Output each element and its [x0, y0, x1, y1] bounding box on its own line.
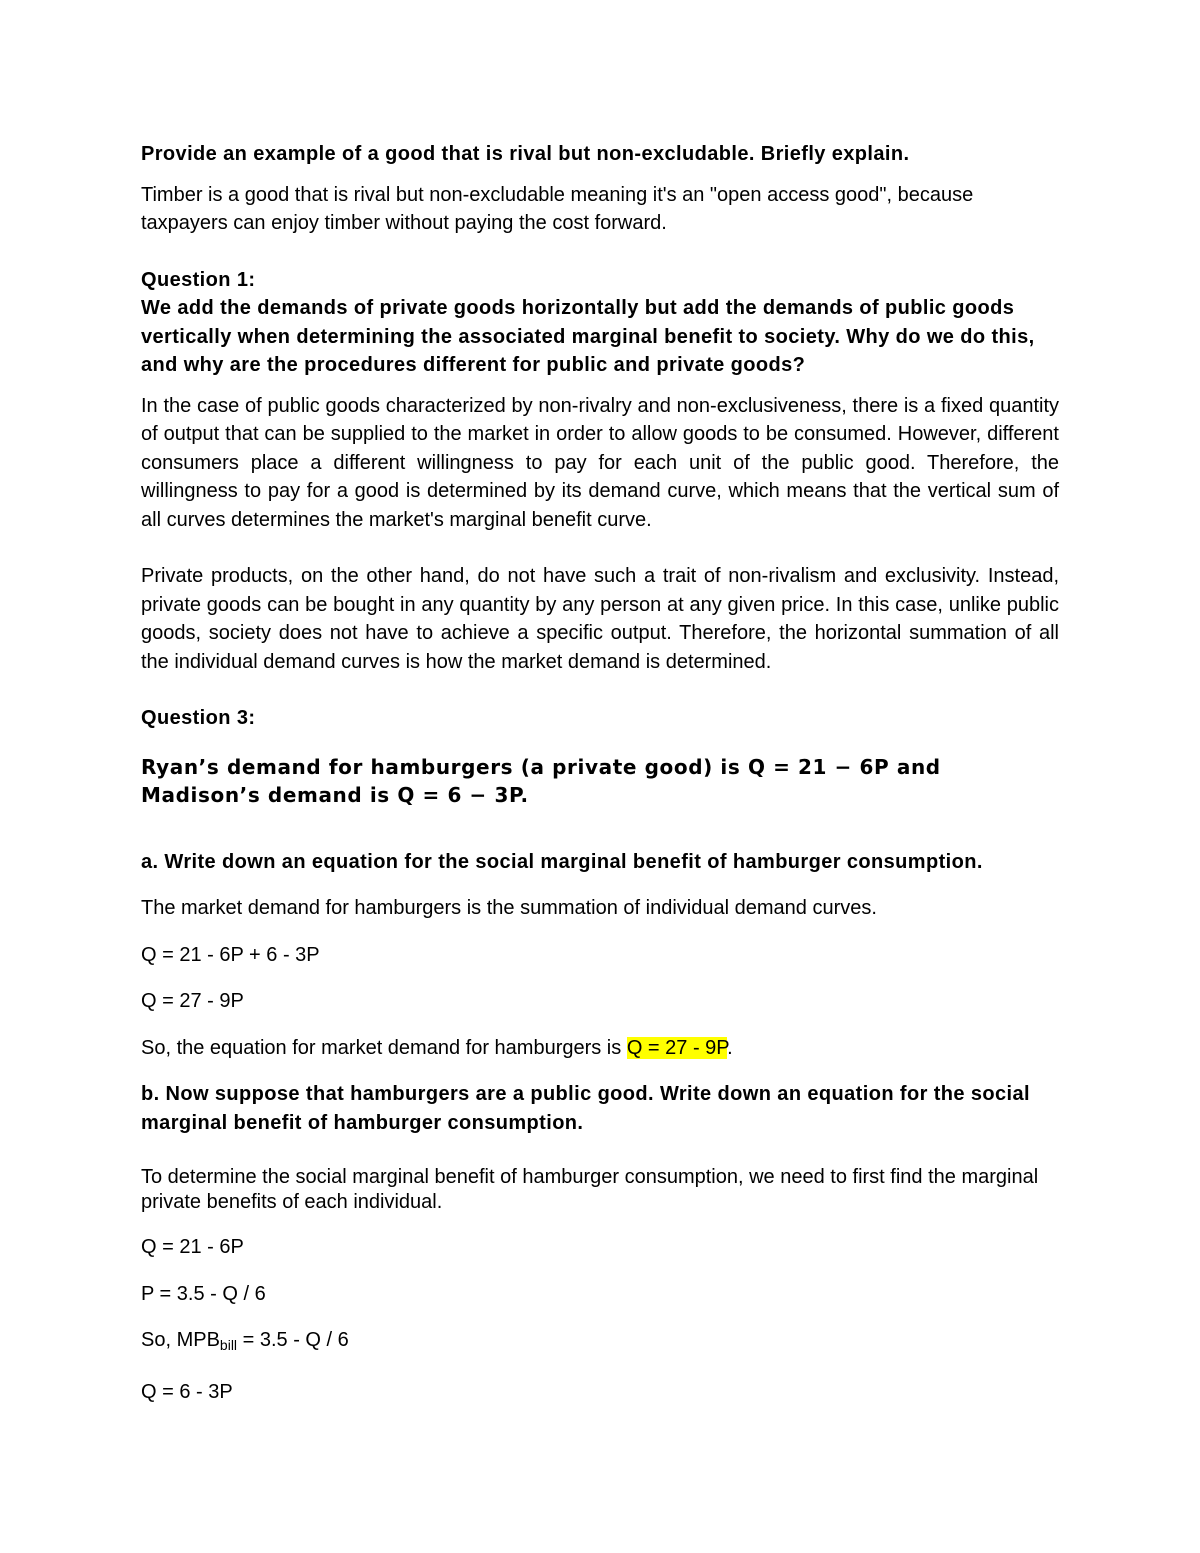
q3a-conclusion-period: . [727, 1036, 733, 1059]
q3a-equation-2: Q = 27 - 9P [141, 990, 244, 1012]
q3b-equation-1: Q = 21 - 6P [141, 1236, 244, 1258]
q3-prompt: Ryan’s demand for hamburgers (a private good) is Q = 21 − 6P and Madison’s demand is Q = 6 − 3P. [141, 754, 941, 807]
q3a-answer: The market demand for hamburgers is the summation of individual demand curves. [141, 897, 877, 919]
q3a-conclusion-text: So, the equation for market demand for hamburgers is [141, 1036, 627, 1059]
q3b-equation-4: Q = 6 - 3P [141, 1380, 233, 1403]
q3b-equation-2: P = 3.5 - Q / 6 [141, 1282, 266, 1305]
q1-answer-paragraph-1: In the case of public goods characterized by non-rivalry and non-exclusiveness, there is a fixed quantity of output that can be supplied to the market in order to allow goods to be consumed. However, different consumers place a different willingness to pay for each unit of the public good. Therefore, the willingness to pay for a good is determined by its demand curve, which means that the vertical sum of all curves determines the market's marginal benefit curve. [141, 394, 1059, 531]
q3a-equation-1: Q = 21 - 6P + 6 - 3P [141, 943, 320, 966]
q1-heading: Question 1: [141, 268, 256, 291]
q3b-mpb-subscript: bill [219, 1337, 238, 1353]
intro-answer: Timber is a good that is rival but non-excludable meaning it's an "open access good", because taxpayers can enjoy timber without paying the cost forward. [141, 183, 974, 234]
q3b-answer: To determine the social marginal benefit of hamburger consumption, we need to first find the marginal private benefits of each individual. [141, 1166, 1039, 1213]
intro-question: Provide an example of a good that is rival but non-excludable. Briefly explain. [141, 143, 910, 165]
q1-question: We add the demands of private goods horizontally but add the demands of public goods vertically when determining the associated marginal benefit to society. Why do we do this, and why are the procedures different for public and private goods? [141, 297, 1035, 376]
q3b-equation-3 [141, 1326, 1059, 1360]
q3a-conclusion [141, 1034, 1059, 1063]
q3a-question: a. Write down an equation for the social marginal benefit of hamburger consumption. [141, 850, 983, 873]
q3-heading: Question 3: [141, 707, 256, 729]
q1-answer-paragraph-2: Private products, on the other hand, do not have such a trait of non-rivalism and exclusivity. Instead, private goods can be bought in any quantity by any person at any given price. In this case, unlike public goods, society does not have to achieve a specific output. Therefore, the horizontal summation of all the individual demand curves is how the market demand is determined. [141, 565, 1059, 673]
document-page [141, 140, 1059, 1406]
q3b-mpb-label: So, MPB [141, 1329, 220, 1351]
q3b-question: b. Now suppose that hamburgers are a public good. Write down an equation for the social marginal benefit of hamburger consumption. [141, 1083, 1030, 1134]
q3b-mpb-expression: = 3.5 - Q / 6 [237, 1329, 349, 1351]
q3a-highlighted-equation: Q = 27 - 9P [626, 1036, 728, 1059]
